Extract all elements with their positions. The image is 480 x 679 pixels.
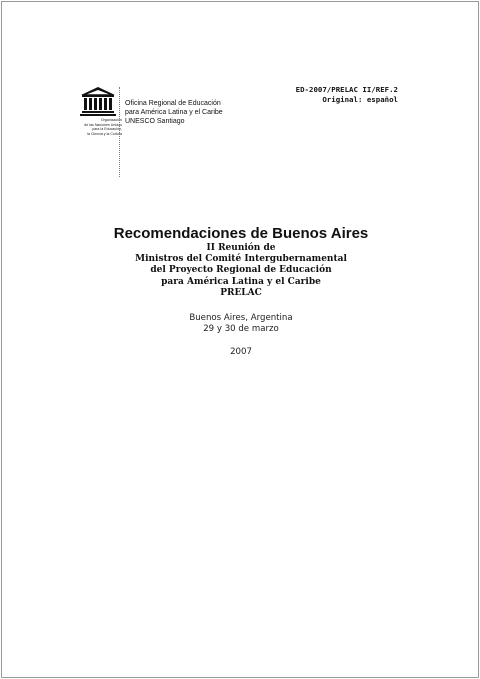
subtitle-line: PRELAC xyxy=(220,287,262,298)
document-page xyxy=(1,1,479,678)
location-text: Buenos Aires, Argentina xyxy=(189,313,293,323)
document-reference xyxy=(296,85,398,105)
office-line: Oficina Regional de Educación xyxy=(125,100,221,107)
office-line: para América Latina y el Caribe xyxy=(125,109,223,116)
subtitle-line: del Proyecto Regional de Educación xyxy=(150,265,332,276)
unesco-temple-icon xyxy=(80,86,116,116)
reference-code: ED-2007/PRELAC II/REF.2 xyxy=(295,85,398,94)
subtitle-line: II Reunión de xyxy=(206,243,276,253)
subtitle-line: para América Latina y el Caribe xyxy=(161,276,321,287)
office-name xyxy=(125,99,275,126)
event-dates: 29 y 30 de marzo xyxy=(203,324,279,334)
org-line: la Ciencia y la Cultura xyxy=(87,131,122,136)
event-location xyxy=(2,313,480,335)
unesco-logo xyxy=(80,86,124,116)
header-divider xyxy=(119,87,120,177)
subtitle-line: Ministros del Comité Intergubernamental xyxy=(135,254,347,265)
document-title: Recomendaciones de Buenos Aires xyxy=(113,225,369,242)
office-line: UNESCO Santiago xyxy=(125,118,185,125)
document-year: 2007 xyxy=(230,347,252,357)
title-block xyxy=(2,225,480,299)
org-line: de las Naciones Unidas xyxy=(84,122,122,127)
organization-name xyxy=(76,118,122,136)
org-line: para la Educación, xyxy=(92,127,122,131)
original-language: Original: español xyxy=(322,95,398,104)
org-line: Organización xyxy=(100,118,122,122)
